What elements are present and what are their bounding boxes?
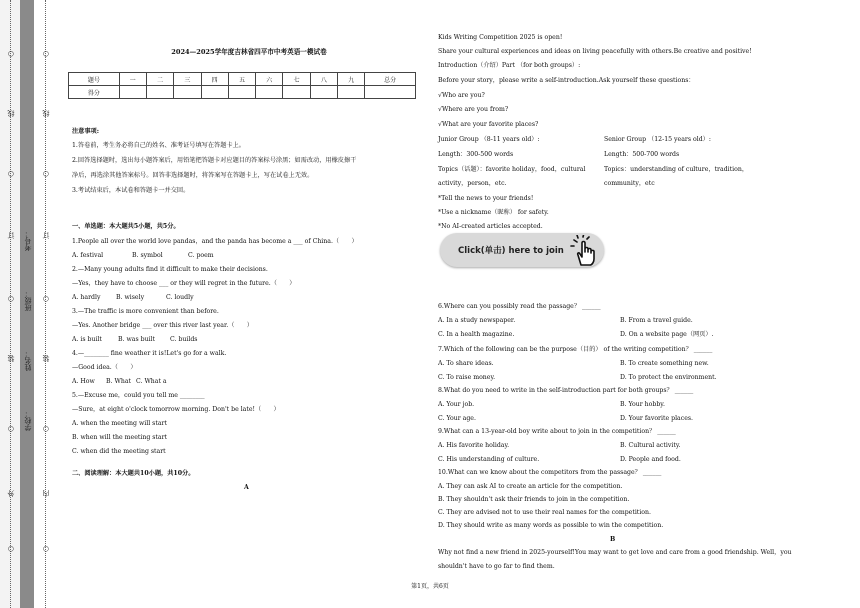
question-3-stem: —Yes. Another bridge ___ over this river last year.（ ） [72, 322, 253, 329]
score-cell [228, 86, 255, 99]
question-7: 7.Which of the following can be the purpose（目的） of the writing competition？ ______ [438, 346, 713, 353]
question-4-stem: —Good idea.（ ） [72, 364, 137, 371]
senior-group-title: Senior Group （12-15 years old）: [604, 136, 711, 143]
score-header-cell: 四 [201, 73, 228, 86]
q8-option-d: D. Your favorite places. [620, 415, 694, 422]
q6-option-c: C. In a health magazine. [438, 331, 515, 338]
gutter-inner-order-mark: 订 [42, 232, 50, 239]
question-9: 9.What can a 13-year-old boy write about to join in the competition？ ______ [438, 428, 676, 435]
score-table [68, 72, 416, 99]
score-header-cell: 题号 [69, 73, 120, 86]
question-check: √Who are you? [438, 92, 485, 99]
left-column [68, 0, 430, 608]
question-6: 6.Where can you possibly read the passage？ ______ [438, 303, 601, 310]
q1-option-a: A. festival [72, 252, 104, 259]
question-3-prompt: 3.—The traffic is more convenient than before. [72, 308, 219, 315]
gutter-outer-order-mark: 订 [7, 232, 15, 239]
question-5-prompt: 5.—Excuse me，could you tell me ________ [72, 392, 205, 399]
q8-option-b: B. Your hobby. [620, 401, 665, 408]
q2-option-a: A. hardly [72, 294, 101, 301]
score-header-cell: 三 [174, 73, 201, 86]
q10-option-b: B. They shouldn't ask their friends to join in the competition. [438, 496, 630, 503]
gutter-inner-inner-mark: 内 [42, 490, 50, 497]
school-label: 学校： [24, 410, 32, 431]
gutter-circle-6: ○ [42, 50, 50, 58]
junior-group-length: Length：300-500 words [438, 151, 514, 158]
q3-option-c: C. builds [170, 336, 198, 343]
gutter-outer-bind-mark: 装 [7, 355, 15, 362]
q6-option-a: A. In a study newspaper. [438, 317, 516, 324]
gutter-circle-4: ○ [7, 425, 15, 433]
junior-group-topics-cont: activity，person，etc. [438, 180, 507, 187]
q8-option-a: A. Your job. [438, 401, 475, 408]
score-cell [310, 86, 337, 99]
q7-option-a: A. To share ideas. [438, 360, 494, 367]
inner-cut-line [45, 0, 46, 608]
q10-option-a: A. They can ask AI to create an article for the competition. [438, 483, 623, 490]
question-check: √What are your favorite places? [438, 121, 539, 128]
score-header-cell: 八 [310, 73, 337, 86]
q7-option-c: C. To raise money. [438, 374, 496, 381]
page-footer: 第1页，共6页 [411, 583, 449, 590]
right-column [436, 0, 850, 608]
score-header-cell: 七 [283, 73, 310, 86]
score-header-cell: 总分 [365, 73, 416, 86]
gutter-circle-5: ○ [7, 545, 15, 553]
gutter-circle-2: ○ [7, 170, 15, 178]
gutter-circle-10: ○ [42, 545, 50, 553]
q1-option-c: C. poem [188, 252, 214, 259]
gutter-inner-bind-mark: 装 [42, 355, 50, 362]
q5-option-c: C. when did the meeting start [72, 448, 166, 455]
q7-option-b: B. To create something new. [620, 360, 709, 367]
section2-title: 二、阅读理解：本大题共10小题，共10分。 [72, 470, 195, 477]
passage-b-line: Why not find a new friend in 2025-yourself!You may want to get love and care from a good friendship. Well，you [438, 549, 792, 556]
score-table-score-row [69, 86, 416, 99]
q1-option-b: B. symbol [132, 252, 163, 259]
gutter-circle-9: ○ [42, 425, 50, 433]
q10-option-d: D. They should write as many words as possible to win the competition. [438, 522, 664, 529]
gutter-circle-8: ○ [42, 295, 50, 303]
gutter-outer-outer-mark: 外 [7, 490, 15, 497]
score-header-cell: 一 [119, 73, 146, 86]
senior-group-topics: Topics：understanding of culture，tradition， [604, 166, 749, 173]
note-line: 1.答卷前，考生务必将自己的姓名、准考证号填写在答题卡上。 [72, 142, 245, 149]
q2-option-b: B. wisely [116, 294, 145, 301]
question-2-prompt: 2.—Many young adults find it difficult to make their decisions. [72, 266, 268, 273]
q9-option-b: B. Cultural activity. [620, 442, 681, 449]
question-check: √Where are you from? [438, 106, 509, 113]
rule-item: *Use a nickname（昵称） for safety. [438, 209, 549, 216]
score-cell [256, 86, 283, 99]
q8-option-c: C. Your age. [438, 415, 476, 422]
score-row-label: 得分 [69, 86, 120, 99]
score-cell [146, 86, 173, 99]
note-line: 2.回答选择题时，选出每小题答案后，用铅笔把答题卡对应题目的答案标号涂黑；如需改动，用橡皮擦干 [72, 157, 357, 164]
note-line: 净后，再选涂其他答案标号。回答非选择题时，将答案写在答题卡上，写在试卷上无效。 [72, 172, 314, 179]
note-line: 3.考试结束后，本试卷和答题卡一并交回。 [72, 187, 190, 194]
q3-option-a: A. is built [72, 336, 102, 343]
passage-a-heading: A [244, 484, 249, 491]
score-cell [365, 86, 416, 99]
score-header-cell: 九 [338, 73, 365, 86]
q9-option-d: D. People and food. [620, 456, 681, 463]
passage-b-heading: B [610, 536, 616, 543]
score-table-header-row [69, 73, 416, 86]
q9-option-a: A. His favorite holiday. [438, 442, 510, 449]
gutter-inner-line-mark: 线 [42, 110, 50, 117]
gutter-circle-3: ○ [7, 295, 15, 303]
q5-option-a: A. when the meeting will start [72, 420, 167, 427]
question-4-prompt: 4.—________ fine weather it is!Let's go for a walk. [72, 350, 227, 357]
q3-option-b: B. was built [118, 336, 155, 343]
gutter-circle-1: ○ [7, 50, 15, 58]
section1-title: 一、单选题：本大题共5小题，共5分。 [72, 223, 180, 230]
gutter-outer-line-mark: 线 [7, 110, 15, 117]
class-label: 班级： [24, 290, 32, 311]
junior-group-topics: Topics（话题）：favorite holiday，food，cultural [438, 166, 586, 173]
notes-title: 注意事项: [72, 128, 100, 135]
q4-option-b: B. What [106, 378, 132, 385]
q9-option-c: C. His understanding of culture. [438, 456, 540, 463]
outer-cut-line [10, 0, 11, 608]
score-header-cell: 二 [146, 73, 173, 86]
rule-item: *Tell the news to your friends! [438, 195, 534, 202]
competition-headline: Kids Writing Competition 2025 is open! [438, 34, 563, 41]
score-cell [338, 86, 365, 99]
q6-option-b: B. From a travel guide. [620, 317, 693, 324]
click-to-join-button[interactable] [440, 233, 604, 267]
click-to-join-label: Click(单击) here to join [458, 246, 564, 256]
q6-option-d: D. On a website page（网页）. [620, 331, 714, 338]
q4-option-a: A. How [72, 378, 95, 385]
question-5-stem: —Sure，at eight o'clock tomorrow morning. Don't be late!（ ） [72, 406, 280, 413]
q7-option-d: D. To protect the environment. [620, 374, 717, 381]
passage-b-line: shouldn't have to go far to find them. [438, 563, 555, 570]
name-label: 姓名： [24, 350, 32, 371]
self-intro-instruction: Before your story，please write a self-introduction.Ask yourself these questions： [438, 77, 695, 84]
q10-option-c: C. They are advised not to use their real names for the competition. [438, 509, 651, 516]
question-1: 1.People all over the world love pandas，and the panda has become a ___ of China.（ ） [72, 238, 358, 245]
introduction-part: Introduction（介绍）Part （for both groups）: [438, 62, 581, 69]
junior-group-title: Junior Group （8-11 years old）: [438, 136, 540, 143]
senior-group-length: Length：500-700 words [604, 151, 680, 158]
score-cell [283, 86, 310, 99]
question-2-stem: —Yes，they have to choose ___ or they will regret in the future.（ ） [72, 280, 296, 287]
competition-intro: Share your cultural experiences and ideas on living peacefully with others.Be creative and positive! [438, 48, 752, 55]
pointer-hand-icon [568, 235, 602, 267]
gutter-circle-7: ○ [42, 170, 50, 178]
exam-title: 2024—2025学年度吉林省四平市中考英语一模试卷 [171, 48, 327, 56]
exam-number-label: 考号： [24, 230, 32, 251]
rule-item: *No AI-created articles accepted. [438, 223, 543, 230]
score-header-cell: 五 [228, 73, 255, 86]
q2-option-c: C. loudly [166, 294, 194, 301]
question-10: 10.What can we know about the competitors from the passage？ ______ [438, 469, 662, 476]
q5-option-b: B. when will the meeting start [72, 434, 168, 441]
score-cell [119, 86, 146, 99]
score-cell [201, 86, 228, 99]
question-8: 8.What do you need to write in the self-introduction part for both groups？ ______ [438, 387, 694, 394]
score-cell [174, 86, 201, 99]
q4-option-c: C. What a [136, 378, 167, 385]
binding-gutter [0, 0, 62, 608]
score-header-cell: 六 [256, 73, 283, 86]
senior-group-topics-cont: community，etc [604, 180, 655, 187]
